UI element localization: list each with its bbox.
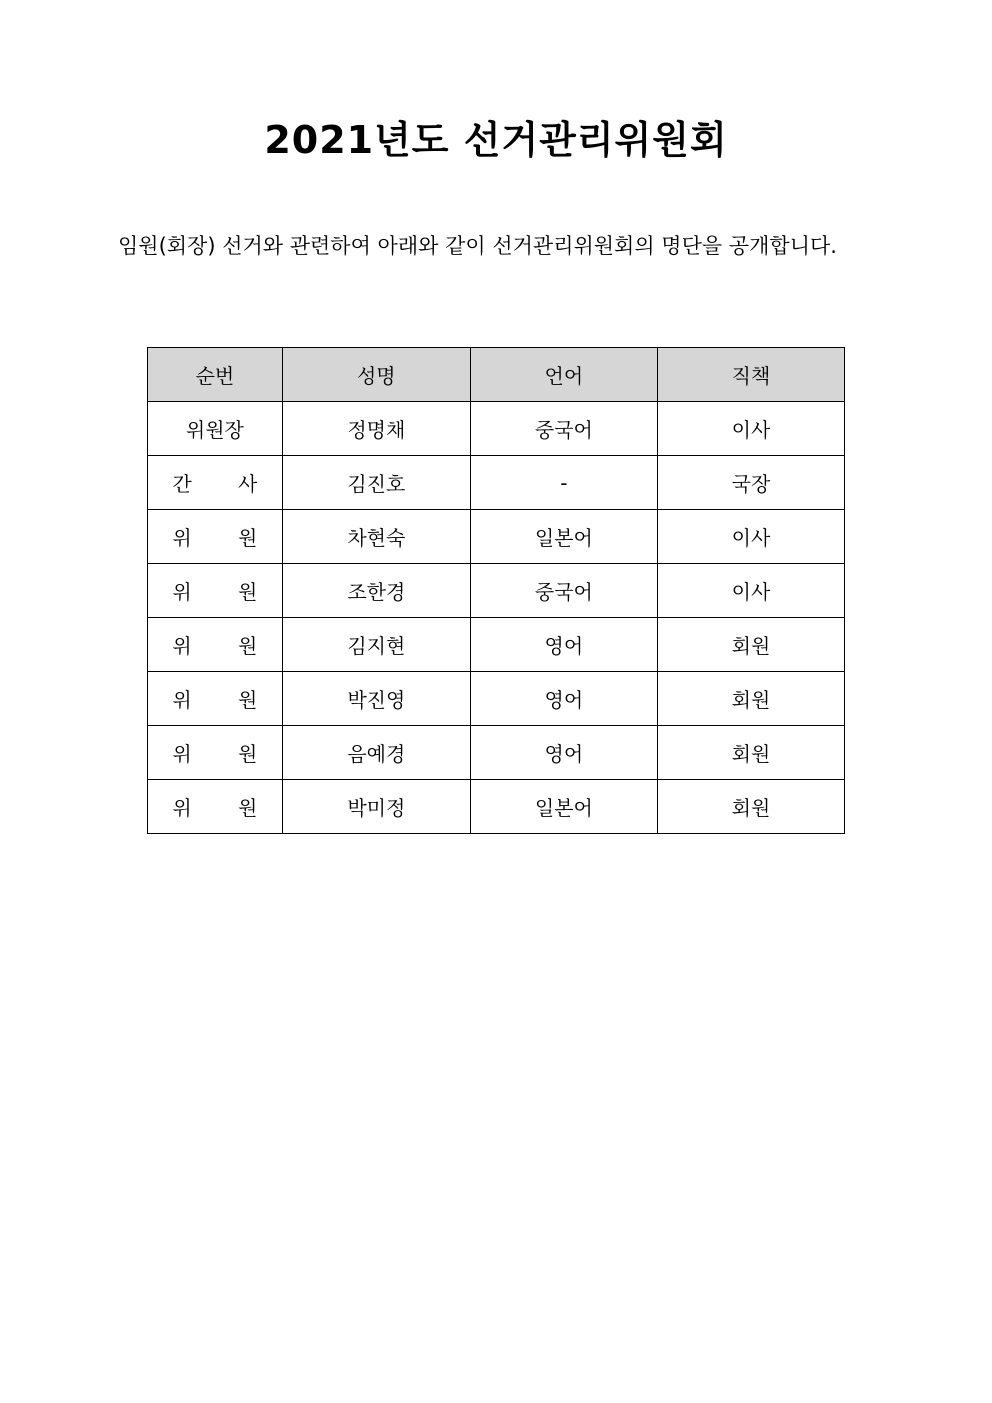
header-row bbox=[148, 348, 845, 402]
cell-order: 위 원 bbox=[148, 564, 283, 618]
table-row bbox=[148, 510, 845, 564]
cell-language: 중국어 bbox=[470, 564, 657, 618]
committee-table bbox=[147, 347, 845, 834]
cell-name: 박미정 bbox=[282, 780, 470, 834]
cell-name: 음예경 bbox=[282, 726, 470, 780]
table-row bbox=[148, 780, 845, 834]
cell-order: 위 원 bbox=[148, 726, 283, 780]
cell-order: 위원장 bbox=[148, 402, 283, 456]
cell-name: 조한경 bbox=[282, 564, 470, 618]
page-title: 2021년도 선거관리위원회 bbox=[264, 118, 728, 162]
cell-name: 김진호 bbox=[282, 456, 470, 510]
cell-language: 영어 bbox=[470, 618, 657, 672]
cell-language: 일본어 bbox=[470, 780, 657, 834]
header-order: 순번 bbox=[148, 348, 283, 402]
cell-language: 영어 bbox=[470, 726, 657, 780]
header-name: 성명 bbox=[282, 348, 470, 402]
cell-order: 위 원 bbox=[148, 510, 283, 564]
header-language: 언어 bbox=[470, 348, 657, 402]
intro-paragraph: 임원(회장) 선거와 관련하여 아래와 같이 선거관리위원회의 명단을 공개합니다. bbox=[118, 234, 837, 258]
table-row bbox=[148, 456, 845, 510]
table-row bbox=[148, 672, 845, 726]
table-body bbox=[148, 402, 845, 834]
cell-order: 위 원 bbox=[148, 618, 283, 672]
cell-language: 영어 bbox=[470, 672, 657, 726]
header-position: 직책 bbox=[657, 348, 844, 402]
cell-position: 이사 bbox=[657, 510, 844, 564]
cell-position: 이사 bbox=[657, 402, 844, 456]
cell-position: 회원 bbox=[657, 726, 844, 780]
cell-language: 일본어 bbox=[470, 510, 657, 564]
table-row bbox=[148, 402, 845, 456]
table-row bbox=[148, 618, 845, 672]
cell-position: 회원 bbox=[657, 780, 844, 834]
cell-position: 이사 bbox=[657, 564, 844, 618]
cell-name: 정명채 bbox=[282, 402, 470, 456]
table-row bbox=[148, 564, 845, 618]
cell-position: 국장 bbox=[657, 456, 844, 510]
cell-order: 간 사 bbox=[148, 456, 283, 510]
cell-language: - bbox=[470, 456, 657, 510]
cell-order: 위 원 bbox=[148, 780, 283, 834]
cell-order: 위 원 bbox=[148, 672, 283, 726]
cell-name: 김지현 bbox=[282, 618, 470, 672]
cell-language: 중국어 bbox=[470, 402, 657, 456]
cell-position: 회원 bbox=[657, 672, 844, 726]
cell-name: 박진영 bbox=[282, 672, 470, 726]
cell-position: 회원 bbox=[657, 618, 844, 672]
cell-name: 차현숙 bbox=[282, 510, 470, 564]
table-row bbox=[148, 726, 845, 780]
table-header bbox=[148, 348, 845, 402]
